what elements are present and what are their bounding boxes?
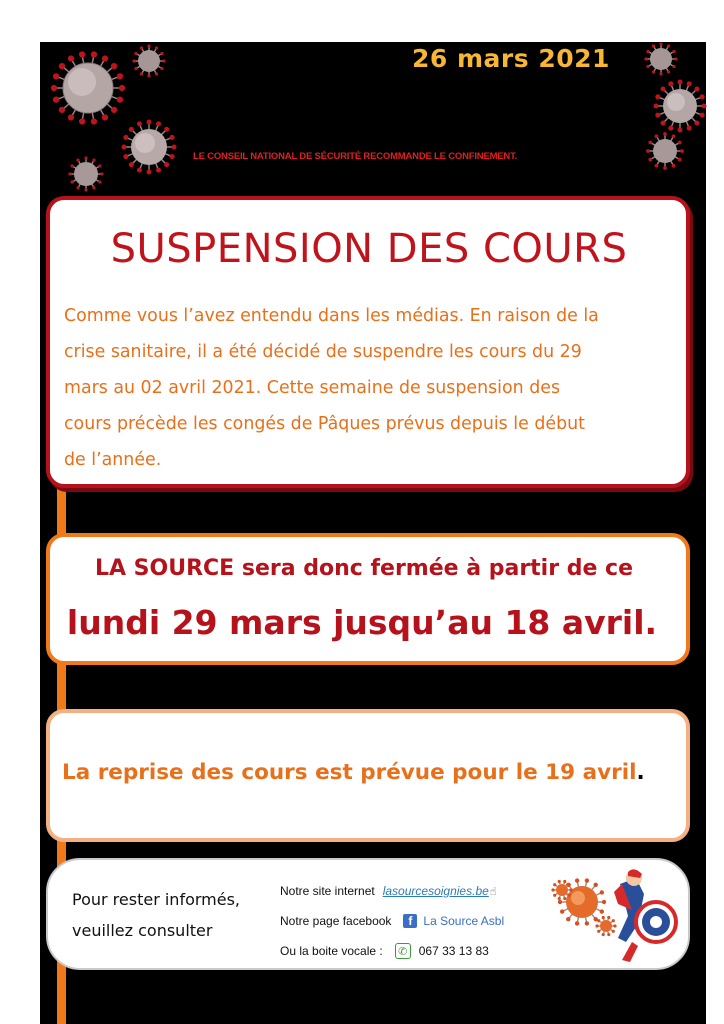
website-link[interactable]: lasourcesoignies.be	[382, 884, 489, 898]
paragraph-line: mars au 02 avril 2021. Cette semaine de suspension des	[64, 378, 560, 398]
facebook-label: Notre page facebook	[280, 914, 392, 928]
reprise-period: .	[636, 760, 645, 785]
contact-intro	[72, 884, 282, 946]
facebook-page-name[interactable]: La Source Asbl	[423, 914, 505, 928]
website-label: Notre site internet	[280, 884, 375, 898]
date-label: 26 mars 2021	[412, 44, 610, 73]
voicemail-label: Ou la boite vocale :	[280, 944, 383, 958]
paragraph-line: crise sanitaire, il a été décidé de suspendre les cours du 29	[64, 342, 582, 362]
confinement-notice: LE CONSEIL NATIONAL DE SÉCURITÉ RECOMMANDE LE CONFINEMENT.	[193, 151, 518, 162]
phone-number[interactable]: 067 33 13 83	[418, 944, 489, 958]
contact-intro-line-1: Pour rester informés,	[72, 890, 241, 909]
virus-icon-large-left	[48, 48, 128, 128]
page-title: SUSPENSION DES COURS	[110, 226, 628, 272]
virus-icon-right	[652, 78, 708, 134]
closure-line-1: LA SOURCE sera donc fermée à partir de ce	[94, 556, 634, 581]
paragraph-line: Comme vous l’avez entendu dans les médias. En raison de la	[64, 306, 599, 326]
reprise-sentence: La reprise des cours est prévue pour le 19 avril	[62, 760, 637, 785]
cursor-icon: ☝	[489, 885, 497, 898]
facebook-icon[interactable]: f	[403, 914, 417, 928]
virus-icon-small-right	[646, 132, 684, 170]
virus-icon-top-right	[644, 42, 678, 76]
virus-icon-mid-left	[120, 118, 178, 176]
suspension-paragraph	[64, 298, 674, 478]
voicemail-row	[280, 936, 530, 966]
mascot-image	[548, 864, 682, 964]
facebook-row	[280, 906, 530, 936]
website-row	[280, 876, 530, 906]
virus-icon-small-left	[68, 156, 104, 192]
closure-line-2: lundi 29 mars jusqu’au 18 avril.	[66, 603, 658, 642]
virus-icon-small-top	[132, 44, 166, 78]
paragraph-line: de l’année.	[64, 450, 162, 470]
contact-details	[280, 876, 530, 966]
phone-icon: ✆	[395, 943, 411, 959]
reprise-text	[62, 760, 702, 785]
closure-card	[46, 533, 690, 665]
paragraph-line: cours précède les congés de Pâques prévus depuis le début	[64, 414, 585, 434]
contact-intro-line-2: veuillez consulter	[72, 921, 213, 940]
